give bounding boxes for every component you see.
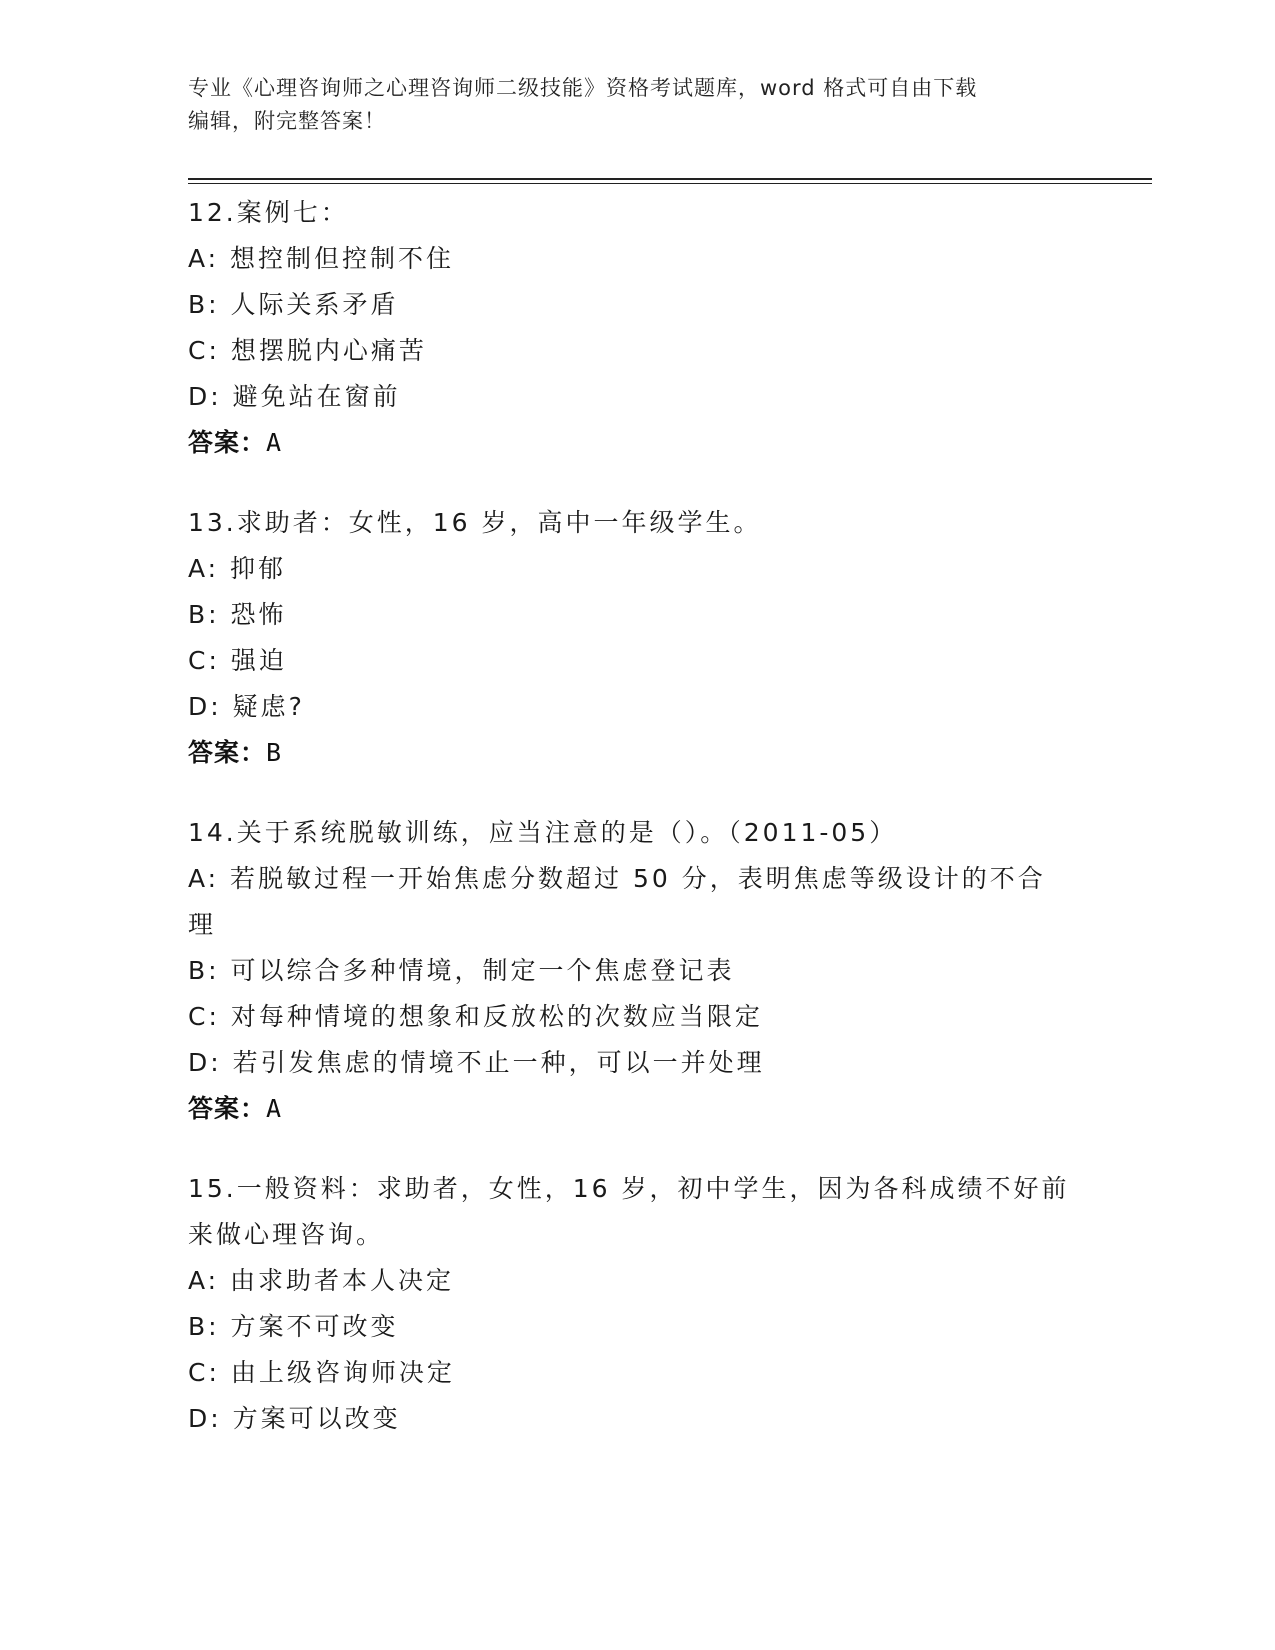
question-stem: 15.一般资料：求助者，女性，16 岁，初中学生，因为各科成绩不好前 (188, 1174, 1070, 1203)
answer-value: A (266, 1094, 283, 1123)
question-15 (188, 1166, 1088, 1442)
answer-line (188, 730, 1088, 776)
answer-value: B (266, 738, 283, 767)
option-a: A: 由求助者本人决定 (188, 1266, 455, 1295)
question-stem: 14.关于系统脱敏训练，应当注意的是（）。（2011-05） (188, 818, 898, 847)
answer-line (188, 1086, 1088, 1132)
answer-value: A (266, 428, 283, 457)
answer-label: 答案： (188, 428, 267, 457)
question-13 (188, 500, 1088, 776)
question-12 (188, 190, 1088, 466)
question-stem-continued: 来做心理咨询。 (188, 1220, 385, 1249)
option-c: C: 想摆脱内心痛苦 (188, 336, 427, 365)
option-b: B: 人际关系矛盾 (188, 290, 399, 319)
header-divider-thick (188, 178, 1152, 180)
answer-label: 答案： (188, 1094, 267, 1123)
header-divider-thin (188, 183, 1152, 184)
option-d: D: 疑虑? (188, 692, 305, 721)
option-d: D: 方案可以改变 (188, 1404, 401, 1433)
option-d: D: 避免站在窗前 (188, 382, 401, 411)
question-list (188, 190, 1088, 1476)
option-a-continued: 理 (188, 910, 217, 939)
header-line-1: 专业《心理咨询师之心理咨询师二级技能》资格考试题库，word 格式可自由下载 (188, 76, 978, 100)
question-14 (188, 810, 1088, 1132)
question-stem: 13.求助者：女性，16 岁，高中一年级学生。 (188, 508, 762, 537)
option-a: A: 想控制但控制不住 (188, 244, 455, 273)
answer-line (188, 420, 1088, 466)
answer-label: 答案： (188, 738, 267, 767)
document-header (188, 72, 1088, 138)
option-b: B: 恐怖 (188, 600, 287, 629)
option-c: C: 对每种情境的想象和反放松的次数应当限定 (188, 1002, 763, 1031)
question-stem: 12.案例七： (188, 198, 349, 227)
header-line-2: 编辑，附完整答案！ (188, 109, 386, 133)
option-c: C: 由上级咨询师决定 (188, 1358, 455, 1387)
option-c: C: 强迫 (188, 646, 287, 675)
option-d: D: 若引发焦虑的情境不止一种，可以一并处理 (188, 1048, 765, 1077)
option-b: B: 方案不可改变 (188, 1312, 399, 1341)
option-a: A: 抑郁 (188, 554, 287, 583)
option-b: B: 可以综合多种情境，制定一个焦虑登记表 (188, 956, 735, 985)
option-a: A: 若脱敏过程一开始焦虑分数超过 50 分，表明焦虑等级设计的不合 (188, 864, 1046, 893)
